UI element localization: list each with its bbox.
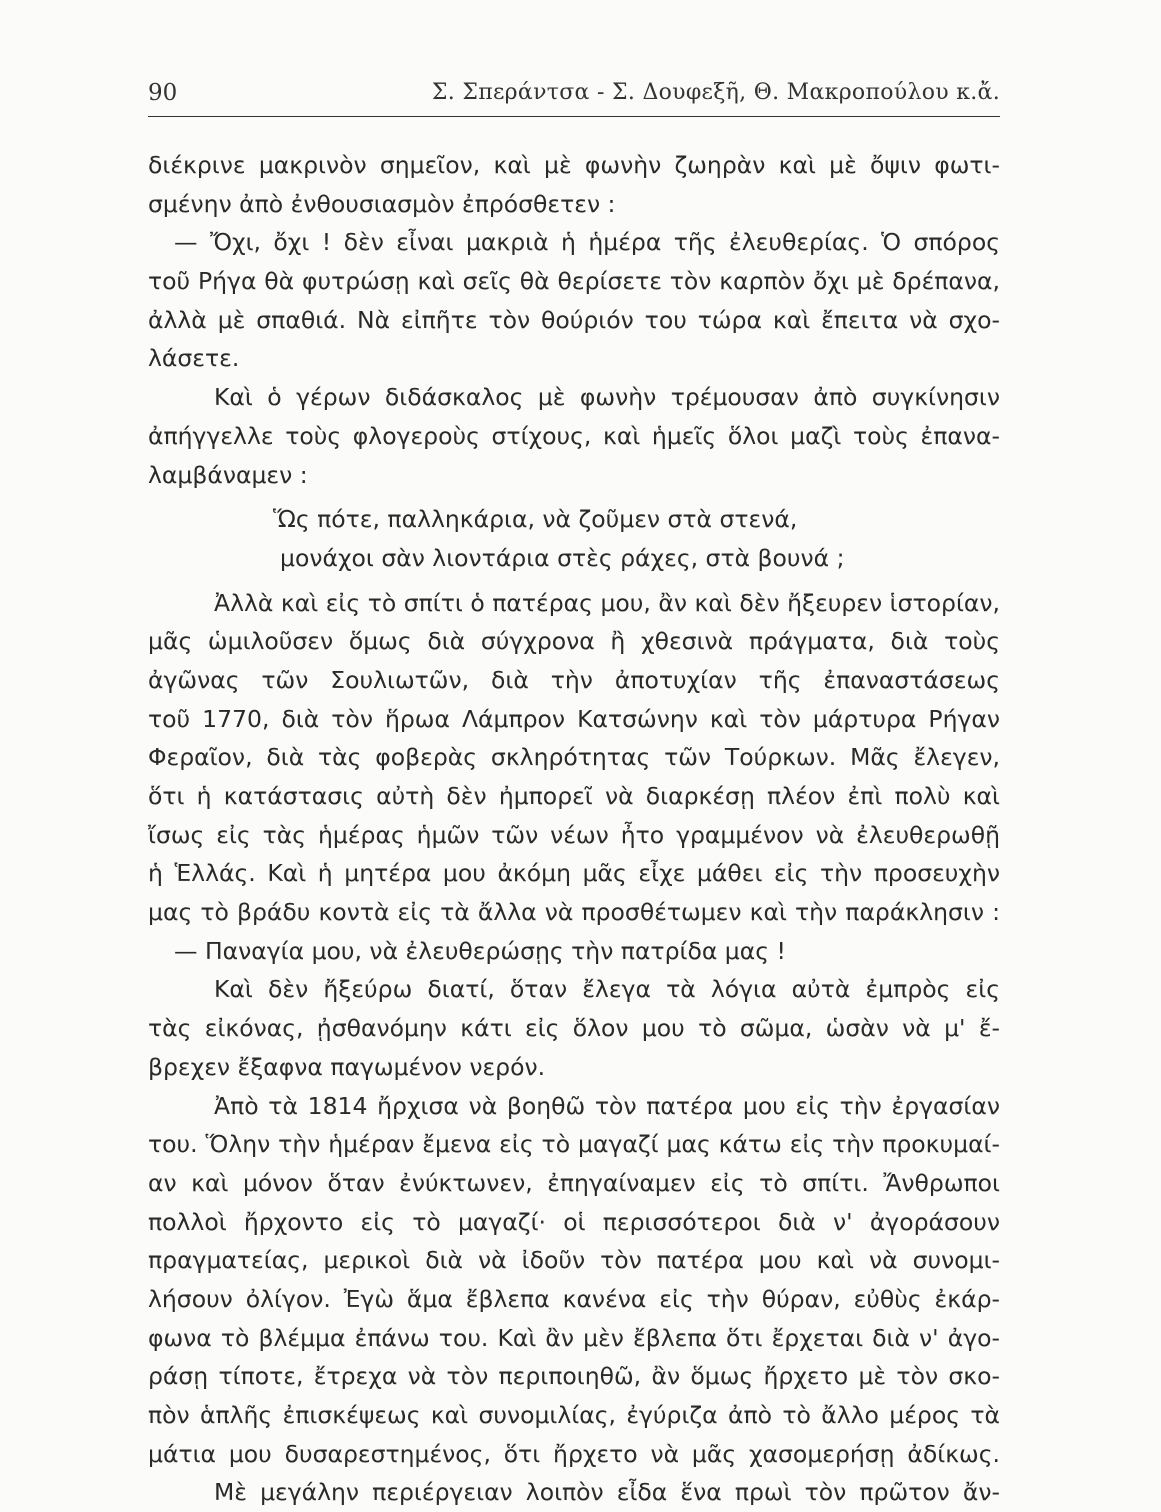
text-line: πὸν ἁπλῆς ἐπισκέψεως καὶ συνομιλίας, ἐγύριζα ἀπὸ τὸ ἄλλο μέρος τὰ (148, 1401, 1000, 1429)
text-line: πραγματείας, μερικοὶ διὰ νὰ ἰδοῦν τὸν πατέρα μου καὶ νὰ συνομι- (148, 1246, 1000, 1275)
text-line: μας τὸ βράδυ κοντὰ εἰς τὰ ἄλλα νὰ προσθέτωμεν καὶ τὴν παράκλησιν : (148, 898, 1000, 927)
verse-line: μονάχοι σὰν λιοντάρια στὲς ράχες, στὰ βουνά ; (280, 543, 845, 572)
text-line: σμένην ἀπὸ ἐνθουσιασμὸν ἐπρόσθετεν : (148, 189, 616, 218)
text-line: ἴσως εἰς τὰς ἡμέρας ἡμῶν τῶν νέων ἦτο γραμμένον νὰ ἐλευθερωθῇ (148, 820, 1000, 849)
text-line: μάτια μου δυσαρεστημένος, ὅτι ἤρχετο νὰ μᾶς χασομερήσῃ ἀδίκως. (148, 1439, 1000, 1468)
text-line: ράσῃ τίποτε, ἔτρεχα νὰ τὸν περιποιηθῶ, ἂν ὅμως ἤρχετο μὲ τὸν σκο- (148, 1362, 1000, 1391)
text-line: Ἀπὸ τὰ 1814 ἤρχισα νὰ βοηθῶ τὸν πατέρα μου εἰς τὴν ἐργασίαν (214, 1091, 1000, 1120)
body-text (148, 146, 1000, 1512)
text-line: ἀλλὰ μὲ σπαθιά. Νὰ εἰπῆτε τὸν θούριόν του τώρα καὶ ἔπειτα νὰ σχο- (148, 305, 1000, 334)
text-line: τοῦ 1770, διὰ τὸν ἥρωα Λάμπρον Κατσώνην καὶ τὸν μάρτυρα Ρήγαν (148, 704, 1000, 733)
text-line: του. Ὅλην τὴν ἡμέραν ἔμενα εἰς τὸ μαγαζί μας κάτω εἰς τὴν προκυμαί- (148, 1130, 1000, 1159)
text-line: ἀγῶνας τῶν Σουλιωτῶν, διὰ τὴν ἀποτυχίαν τῆς ἐπαναστάσεως (148, 665, 1000, 694)
page-number: 90 (148, 80, 178, 106)
text-line: — Παναγία μου, νὰ ἐλευθερώσῃς τὴν πατρίδα μας ! (174, 936, 786, 965)
text-line: τοῦ Ρήγα θὰ φυτρώσῃ καὶ σεῖς θὰ θερίσετε τὸν καρπὸν ὄχι μὲ δρέπανα, (148, 267, 1000, 296)
text-line: Ἀλλὰ καὶ εἰς τὸ σπίτι ὁ πατέρας μου, ἂν καὶ δὲν ἤξευρεν ἱστορίαν, (214, 588, 1000, 617)
text-line: διέκρινε μακρινὸν σημεῖον, καὶ μὲ φωνὴν ζωηρὰν καὶ μὲ ὄψιν φωτι- (148, 151, 1000, 179)
text-line: λήσουν ὀλίγον. Ἐγὼ ἅμα ἔβλεπα κανένα εἰς τὴν θύραν, εὐθὺς ἐκάρ- (148, 1284, 1000, 1313)
text-line: Καὶ ὁ γέρων διδάσκαλος μὲ φωνὴν τρέμουσαν ἀπὸ συγκίνησιν (214, 383, 1000, 412)
text-line: ὅτι ἡ κατάστασις αὐτὴ δὲν ἠμπορεῖ νὰ διαρκέσῃ πλέον ἐπὶ πολὺ καὶ (148, 782, 1000, 810)
verse-line: Ὥς πότε, παλληκάρια, νὰ ζοῦμεν στὰ στενά, (273, 505, 798, 534)
text-line: Φεραῖον, διὰ τὰς φοβερὰς σκληρότητας τῶν Τούρκων. Μᾶς ἔλεγεν, (148, 743, 1000, 772)
page-header (148, 76, 1000, 117)
text-line: — Ὄχι, ὄχι ! δὲν εἶναι μακριὰ ἡ ἡμέρα τῆς ἐλευθερίας. Ὁ σπόρος (174, 228, 1000, 257)
text-line: πολλοὶ ἤρχοντο εἰς τὸ μαγαζί· οἱ περισσότεροι διὰ ν' ἀγοράσουν (148, 1207, 1000, 1236)
text-line: τὰς εἰκόνας, ᾐσθανόμην κάτι εἰς ὅλον μου τὸ σῶμα, ὡσὰν νὰ μ' ἔ- (148, 1014, 1000, 1043)
text-line: αν καὶ μόνον ὅταν ἐνύκτωνεν, ἐπηγαίναμεν εἰς τὸ σπίτι. Ἄνθρωποι (148, 1168, 1000, 1197)
text-line: ἡ Ἑλλάς. Καὶ ἡ μητέρα μου ἀκόμη μᾶς εἶχε μάθει εἰς τὴν προσευχὴν (148, 859, 1000, 888)
text-line: φωνα τὸ βλέμμα ἐπάνω του. Καὶ ἂν μὲν ἔβλεπα ὅτι ἔρχεται διὰ ν' ἀγο- (148, 1323, 1000, 1352)
text-line: βρεχεν ἔξαφνα παγωμένον νερόν. (148, 1052, 546, 1081)
text-line: λάσετε. (148, 344, 240, 373)
running-head: Σ. Σπεράντσα - Σ. Δουφεξῆ, Θ. Μακροπούλου κ.ἄ. (431, 80, 1000, 105)
text-line: μᾶς ὡμιλοῦσεν ὅμως διὰ σύγχρονα ἢ χθεσινὰ πράγματα, διὰ τοὺς (148, 627, 1000, 656)
text-line: λαμβάναμεν : (148, 460, 308, 489)
text-line: ἀπήγγελλε τοὺς φλογεροὺς στίχους, καὶ ἡμεῖς ὅλοι μαζὶ τοὺς ἐπανα- (148, 421, 1000, 450)
text-line: Μὲ μεγάλην περιέργειαν λοιπὸν εἶδα ἕνα πρωὶ τὸν πρῶτον ἄν- (214, 1478, 1000, 1507)
text-line: Καὶ δὲν ἤξεύρω διατί, ὅταν ἔλεγα τὰ λόγια αὐτὰ ἐμπρὸς εἰς (214, 975, 1000, 1004)
